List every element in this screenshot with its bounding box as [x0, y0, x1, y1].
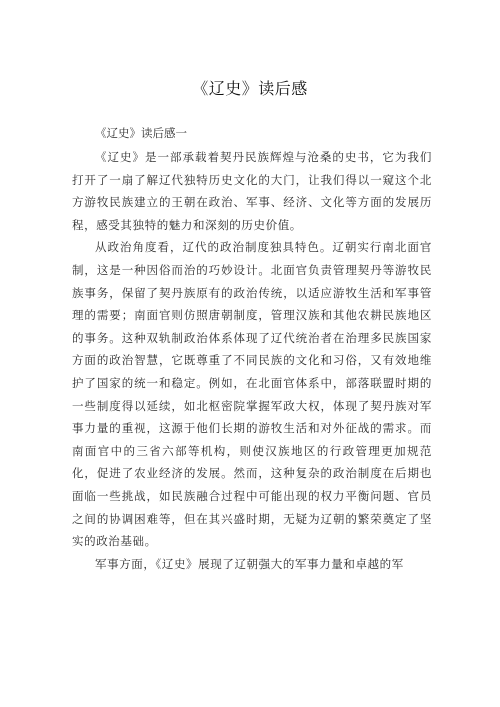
section-subheading: 《辽史》读后感一 — [95, 126, 187, 140]
paragraph-military: 军事方面，《辽史》展现了辽朝强大的军事力量和卓越的军 — [95, 556, 404, 571]
paragraph-intro: 《辽史》是一部承载着契丹民族辉煌与沧桑的史书，它为我们打开了一扇了解辽代独特历史文化的大门，让我们得以一窥这个北方游牧民族建立的王朝在政治、军事、经济、文化等方面的发展历程，感受其独特的魅力和深刻的历史价值。 — [72, 150, 432, 232]
document-title: 《辽史》读后感 — [192, 79, 308, 98]
document-body — [72, 120, 432, 575]
paragraph-politics: 从政治角度看，辽代的政治制度独具特色。辽朝实行南北面官制，这是一种因俗而治的巧妙设计。北面官负责管理契丹等游牧民族事务，保留了契丹族原有的政治传统，以适应游牧生活和军事管理的需要；南面官则仿照唐朝制度，管理汉族和其他农耕民族地区的事务。这种双轨制政治体系体现了辽代统治者在治理多民族国家方面的政治智慧，它既尊重了不同民族的文化和习俗，又有效地维护了国家的统一和稳定。例如，在北面官体系中，部落联盟时期的一些制度得以延续，如北枢密院掌握军政大权，体现了契丹族对军事力量的重视，这源于他们长期的游牧生活和对外征战的需求。而南面官中的三省六部等机构，则使汉族地区的行政管理更加规范化，促进了农业经济的发展。然而，这种复杂的政治制度在后期也面临一些挑战，如民族融合过程中可能出现的权力平衡问题、官员之间的协调困难等，但在其兴盛时期，无疑为辽朝的繁荣奠定了坚实的政治基础。 — [72, 240, 432, 549]
